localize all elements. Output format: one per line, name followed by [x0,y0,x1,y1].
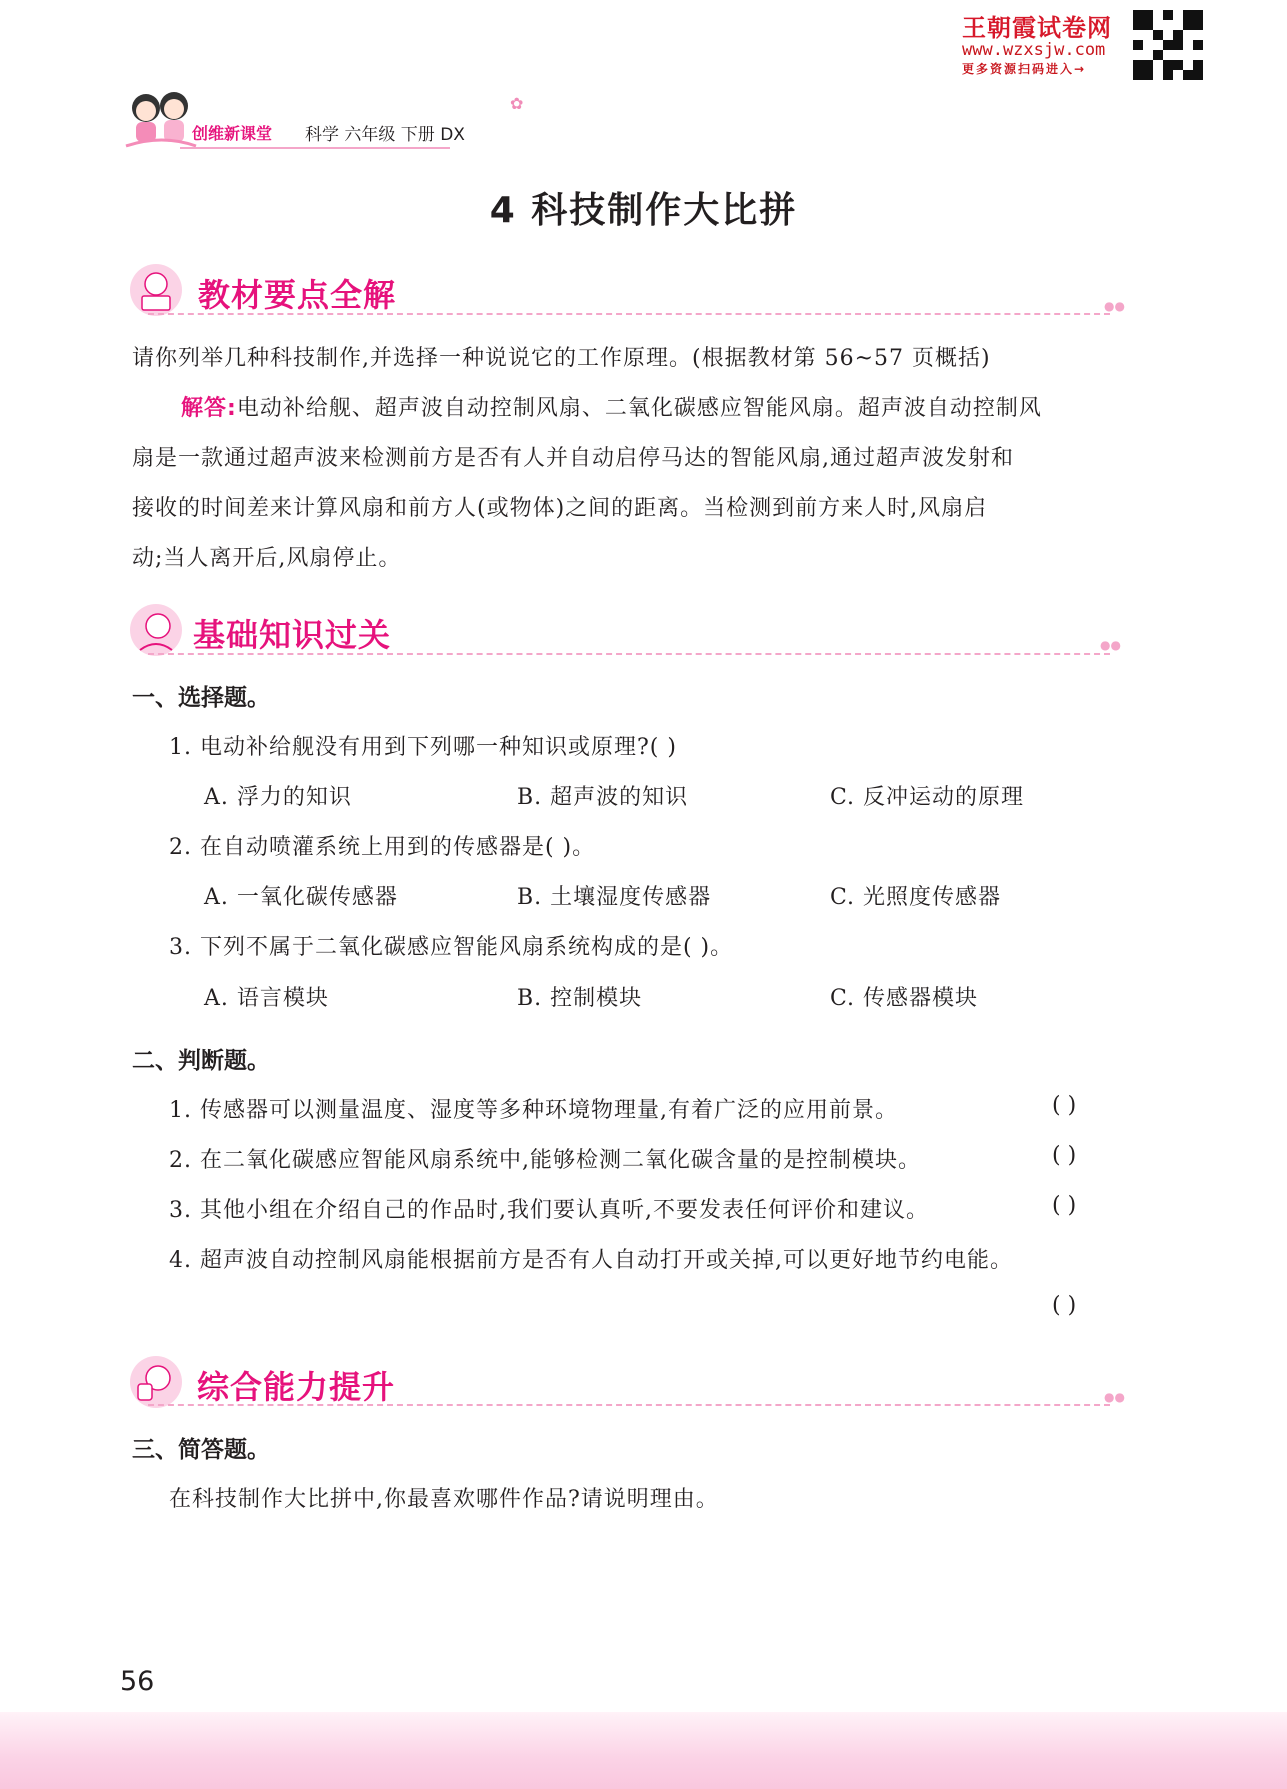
judge-item-1: 1. 传感器可以测量温度、湿度等多种环境物理量,有着广泛的应用前景。 [169,1098,898,1123]
short-answer-question: 在科技制作大比拼中,你最喜欢哪件作品?请说明理由。 [169,1487,719,1512]
dots-decoration-icon: ●● [1104,299,1125,313]
answer-text: 电动补给舰、超声波自动控制风扇、二氧化碳感应智能风扇。超声波自动控制风 [236,396,1042,421]
judge-heading: 二、判断题。 [132,1048,270,1074]
trophy-mascot-icon [128,1354,184,1410]
section-divider [148,653,1110,655]
choice-q1-stem: 1. 电动补给舰没有用到下列哪一种知识或原理?( ) [169,735,677,760]
section-title-comprehensive: 综合能力提升 [197,1368,396,1406]
choice-q1-c: C. 反冲运动的原理 [830,785,1025,810]
section-divider [148,313,1110,315]
page-number: 56 [120,1666,155,1697]
choice-q3-b: B. 控制模块 [517,986,643,1011]
textbook-question: 请你列举几种科技制作,并选择一种说说它的工作原理。(根据教材第 56~57 页概括) [132,346,991,371]
thinking-mascot-icon [128,602,184,658]
mascot-kids-icon [122,86,200,154]
header-divider [180,147,450,149]
choice-heading: 一、选择题。 [132,685,270,711]
choice-q3-c: C. 传感器模块 [830,986,979,1011]
answer-line-2: 扇是一款通过超声波来检测前方是否有人并自动启停马达的智能风扇,通过超声波发射和 [132,446,1014,471]
section-divider [148,1404,1110,1406]
dots-decoration-icon: ●● [1100,638,1121,652]
judge-item-2: 2. 在二氧化碳感应智能风扇系统中,能够检测二氧化碳含量的是控制模块。 [169,1148,921,1173]
judge-item-3: 3. 其他小组在介绍自己的作品时,我们要认真听,不要发表任何评价和建议。 [169,1198,929,1223]
judge-answer-blank-4: ( ) [1052,1293,1077,1318]
judge-item-4: 4. 超声波自动控制风扇能根据前方是否有人自动打开或关掉,可以更好地节约电能。 [169,1248,1013,1273]
judge-answer-blank-1: ( ) [1052,1093,1077,1118]
choice-q2-c: C. 光照度传感器 [830,885,1002,910]
brand-title: 王朝霞试卷网 [962,14,1112,42]
chapter-title: 4 科技制作大比拼 [489,190,798,231]
choice-q2-stem: 2. 在自动喷灌系统上用到的传感器是( )。 [169,835,596,860]
choice-q2-a: A. 一氧化碳传感器 [204,885,398,910]
brand-tagline: 更多资源扫码进入→ [962,62,1087,76]
qr-code-icon [1133,10,1203,80]
answer-label: 解答: [181,396,237,421]
answer-line-3: 接收的时间差来计算风扇和前方人(或物体)之间的距离。当检测到前方来人时,风扇启 [132,496,988,521]
choice-q1-b: B. 超声波的知识 [517,785,689,810]
choice-q2-b: B. 土壤湿度传感器 [517,885,712,910]
section-title-basic: 基础知识过关 [193,616,392,654]
reading-mascot-icon [128,262,184,318]
choice-q3-a: A. 语言模块 [204,986,329,1011]
footer-band [0,1712,1287,1789]
judge-answer-blank-2: ( ) [1052,1143,1077,1168]
answer-line-1 [181,391,1042,422]
choice-q3-stem: 3. 下列不属于二氧化碳感应智能风扇系统构成的是( )。 [169,935,734,960]
short-answer-heading: 三、简答题。 [132,1437,270,1463]
dots-decoration-icon: ●● [1104,1390,1125,1404]
bow-decoration-icon: ✿ [510,94,524,113]
book-info: 科学 六年级 下册 DX [305,125,465,145]
choice-q1-a: A. 浮力的知识 [204,785,352,810]
series-name: 创维新课堂 [192,124,273,143]
answer-line-4: 动;当人离开后,风扇停止。 [132,546,402,571]
brand-url: www.wzxsjw.com [962,40,1106,60]
judge-answer-blank-3: ( ) [1052,1193,1077,1218]
section-title-textbook: 教材要点全解 [198,276,397,314]
